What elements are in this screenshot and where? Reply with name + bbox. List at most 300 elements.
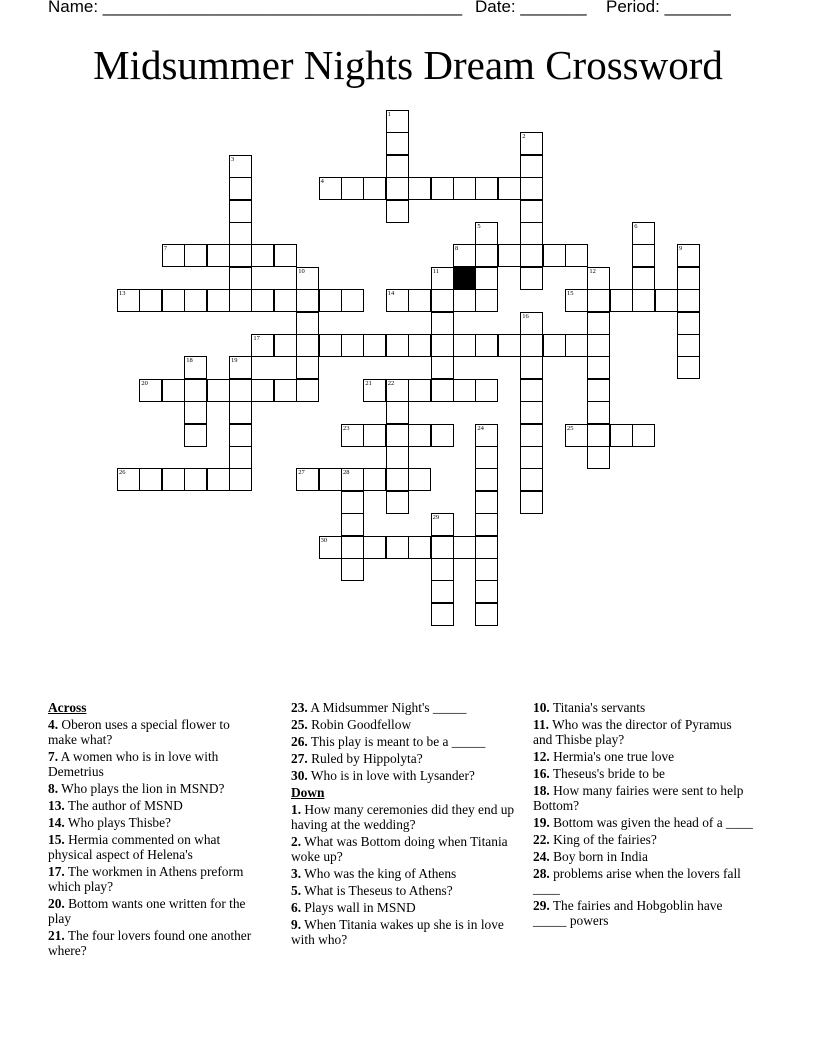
- crossword-cell[interactable]: [520, 356, 543, 379]
- crossword-cell[interactable]: [632, 424, 655, 447]
- crossword-cell[interactable]: [453, 244, 476, 267]
- grid-clue-number: 28: [343, 469, 350, 477]
- clue-item: [291, 900, 516, 915]
- crossword-cell[interactable]: [386, 424, 409, 447]
- clue-number: 9.: [291, 917, 302, 932]
- crossword-cell[interactable]: [207, 244, 230, 267]
- crossword-cell[interactable]: [520, 222, 543, 245]
- crossword-cell[interactable]: [296, 289, 319, 312]
- grid-clue-number: 16: [522, 312, 529, 320]
- clue-text: Who was the king of Athens: [301, 866, 457, 881]
- clue-item: [291, 768, 516, 783]
- clue-item: [533, 749, 753, 764]
- crossword-cell[interactable]: [587, 312, 610, 335]
- crossword-cell[interactable]: [475, 289, 498, 312]
- clue-item: [291, 883, 516, 898]
- clue-number: 26.: [291, 734, 308, 749]
- crossword-cell[interactable]: [274, 379, 297, 402]
- crossword-cell[interactable]: [229, 356, 252, 379]
- crossword-cell[interactable]: [655, 289, 678, 312]
- crossword-cell[interactable]: [363, 379, 386, 402]
- crossword-cell[interactable]: [341, 424, 364, 447]
- crossword-cell[interactable]: [386, 200, 409, 223]
- clue-number: 13.: [48, 798, 65, 813]
- clue-item: [48, 896, 258, 926]
- crossword-cell[interactable]: [677, 312, 700, 335]
- clue-text: This play is meant to be a _____: [307, 734, 486, 749]
- crossword-cell[interactable]: [431, 312, 454, 335]
- clue-item: [291, 802, 516, 832]
- page-title: Midsummer Nights Dream Crossword: [93, 42, 723, 88]
- crossword-cell[interactable]: [184, 468, 207, 491]
- grid-clue-number: 2: [522, 133, 526, 141]
- grid-clue-number: 26: [119, 469, 126, 477]
- crossword-cell[interactable]: [229, 200, 252, 223]
- date-field[interactable]: Date: _______: [475, 0, 587, 16]
- clue-item: [291, 917, 516, 947]
- crossword-cell[interactable]: [319, 289, 342, 312]
- crossword-cell[interactable]: [520, 491, 543, 514]
- clue-number: 22.: [533, 832, 550, 847]
- crossword-cell[interactable]: [363, 424, 386, 447]
- crossword-cell[interactable]: [543, 334, 566, 357]
- crossword-cell[interactable]: [610, 424, 633, 447]
- clue-number: 23.: [291, 700, 308, 715]
- crossword-cell[interactable]: [520, 424, 543, 447]
- crossword-cell[interactable]: [587, 424, 610, 447]
- crossword-cell[interactable]: [184, 401, 207, 424]
- crossword-cell[interactable]: [341, 491, 364, 514]
- crossword-cell[interactable]: [408, 334, 431, 357]
- grid-clue-number: 11: [432, 267, 439, 275]
- crossword-cell[interactable]: [229, 267, 252, 290]
- crossword-cell[interactable]: [431, 580, 454, 603]
- crossword-cell[interactable]: [610, 289, 633, 312]
- clue-item: [291, 751, 516, 766]
- clue-text: Who plays the lion in MSND?: [58, 781, 225, 796]
- crossword-cell[interactable]: [475, 603, 498, 626]
- clue-text: Who plays Thisbe?: [64, 815, 171, 830]
- crossword-cell[interactable]: [498, 244, 521, 267]
- crossword-cell[interactable]: [229, 177, 252, 200]
- crossword-cell[interactable]: [341, 558, 364, 581]
- clue-item: [48, 749, 258, 779]
- grid-clue-number: 18: [186, 357, 193, 365]
- grid-clue-number: 4: [320, 178, 324, 186]
- crossword-cell[interactable]: [162, 379, 185, 402]
- clue-item: [48, 832, 258, 862]
- clue-text: King of the fairies?: [549, 832, 657, 847]
- crossword-cell[interactable]: [543, 244, 566, 267]
- clue-number: 15.: [48, 832, 65, 847]
- name-field[interactable]: Name: ______________________________________: [48, 0, 463, 16]
- clue-number: 27.: [291, 751, 308, 766]
- crossword-cell[interactable]: [341, 334, 364, 357]
- crossword-cell[interactable]: [453, 334, 476, 357]
- grid-clue-number: 13: [119, 290, 126, 298]
- crossword-cell[interactable]: [386, 401, 409, 424]
- crossword-cell[interactable]: [184, 424, 207, 447]
- crossword-cell[interactable]: [520, 334, 543, 357]
- crossword-cell[interactable]: [229, 446, 252, 469]
- clues-column-3: [533, 700, 753, 930]
- crossword-cell[interactable]: [632, 267, 655, 290]
- crossword-cell[interactable]: [431, 536, 454, 559]
- crossword-cell[interactable]: [296, 468, 319, 491]
- clues-column-2: [291, 700, 516, 949]
- crossword-cell[interactable]: [587, 334, 610, 357]
- crossword-cell[interactable]: [229, 401, 252, 424]
- crossword-cell[interactable]: [296, 334, 319, 357]
- clue-number: 8.: [48, 781, 59, 796]
- clue-item: [533, 898, 753, 928]
- crossword-cell[interactable]: [520, 379, 543, 402]
- crossword-cell[interactable]: [408, 424, 431, 447]
- clues-column-1: [48, 700, 258, 960]
- crossword-cell[interactable]: [520, 244, 543, 267]
- crossword-cell[interactable]: [475, 267, 498, 290]
- crossword-cell[interactable]: [386, 334, 409, 357]
- crossword-cell[interactable]: [408, 379, 431, 402]
- clue-item: [291, 866, 516, 881]
- grid-clue-number: 20: [141, 379, 148, 387]
- grid-clue-number: 17: [253, 335, 260, 342]
- crossword-cell[interactable]: [520, 401, 543, 424]
- crossword-cell[interactable]: [184, 244, 207, 267]
- black-square: [453, 267, 476, 290]
- clue-text: Titania's servants: [549, 700, 646, 715]
- clue-text: Oberon uses a special flower to make what?: [48, 717, 230, 747]
- crossword-cell[interactable]: [498, 177, 521, 200]
- crossword-cell[interactable]: [296, 379, 319, 402]
- crossword-cell[interactable]: [475, 580, 498, 603]
- clue-item: [291, 717, 516, 732]
- crossword-cell[interactable]: [677, 244, 700, 267]
- clue-number: 14.: [48, 815, 65, 830]
- clue-text: Who was the director of Pyramus and Thisbe play?: [533, 717, 732, 747]
- crossword-cell[interactable]: [386, 379, 409, 402]
- grid-clue-number: 12: [589, 267, 596, 275]
- clue-number: 12.: [533, 749, 550, 764]
- crossword-cell[interactable]: [587, 289, 610, 312]
- clue-text: Ruled by Hippolyta?: [307, 751, 423, 766]
- crossword-cell[interactable]: [363, 468, 386, 491]
- clue-number: 21.: [48, 928, 65, 943]
- crossword-cell[interactable]: [319, 468, 342, 491]
- crossword-cell[interactable]: [229, 222, 252, 245]
- crossword-cell[interactable]: [565, 424, 588, 447]
- clue-number: 1.: [291, 802, 302, 817]
- crossword-cell[interactable]: [475, 491, 498, 514]
- crossword-cell[interactable]: [453, 289, 476, 312]
- crossword-cell[interactable]: [207, 289, 230, 312]
- clue-number: 19.: [533, 815, 550, 830]
- grid-clue-number: 5: [477, 223, 481, 230]
- crossword-cell[interactable]: [431, 356, 454, 379]
- clue-item: [48, 798, 258, 813]
- crossword-cell[interactable]: [475, 558, 498, 581]
- crossword-cell[interactable]: [162, 289, 185, 312]
- crossword-cell[interactable]: [520, 267, 543, 290]
- clue-number: 20.: [48, 896, 65, 911]
- clue-item: [533, 783, 753, 813]
- clue-item: [533, 866, 753, 896]
- grid-clue-number: 10: [298, 267, 305, 275]
- clue-number: 7.: [48, 749, 59, 764]
- clue-text: Who is in love with Lysander?: [307, 768, 475, 783]
- clue-number: 11.: [533, 717, 549, 732]
- crossword-cell[interactable]: [319, 334, 342, 357]
- crossword-cell[interactable]: [587, 356, 610, 379]
- clue-text: Plays wall in MSND: [301, 900, 416, 915]
- crossword-cell[interactable]: [475, 424, 498, 447]
- crossword-cell[interactable]: [139, 289, 162, 312]
- crossword-cell[interactable]: [341, 536, 364, 559]
- crossword-cell[interactable]: [587, 379, 610, 402]
- crossword-cell[interactable]: [632, 289, 655, 312]
- crossword-cell[interactable]: [251, 289, 274, 312]
- crossword-cell[interactable]: [229, 468, 252, 491]
- grid-clue-number: 21: [365, 379, 372, 387]
- crossword-cell[interactable]: [677, 356, 700, 379]
- crossword-cell[interactable]: [229, 289, 252, 312]
- grid-clue-number: 23: [343, 424, 350, 432]
- crossword-cell[interactable]: [319, 177, 342, 200]
- crossword-cell[interactable]: [431, 177, 454, 200]
- crossword-cell[interactable]: [341, 289, 364, 312]
- crossword-cell[interactable]: [431, 334, 454, 357]
- grid-clue-number: 27: [298, 469, 305, 477]
- crossword-cell[interactable]: [386, 177, 409, 200]
- clue-number: 3.: [291, 866, 302, 881]
- crossword-cell[interactable]: [408, 468, 431, 491]
- crossword-cell[interactable]: [274, 244, 297, 267]
- crossword-cell[interactable]: [520, 468, 543, 491]
- crossword-cell[interactable]: [520, 312, 543, 335]
- clue-text: What is Theseus to Athens?: [301, 883, 453, 898]
- crossword-cell[interactable]: [475, 177, 498, 200]
- crossword-cell[interactable]: [386, 289, 409, 312]
- crossword-cell[interactable]: [229, 424, 252, 447]
- crossword-cell[interactable]: [408, 289, 431, 312]
- clue-text: Bottom wants one written for the play: [48, 896, 246, 926]
- crossword-cell[interactable]: [475, 446, 498, 469]
- crossword-cell[interactable]: [274, 289, 297, 312]
- crossword-cell[interactable]: [229, 379, 252, 402]
- crossword-cell[interactable]: [296, 356, 319, 379]
- crossword-cell[interactable]: [139, 468, 162, 491]
- clue-number: 16.: [533, 766, 550, 781]
- crossword-cell[interactable]: [677, 267, 700, 290]
- crossword-cell[interactable]: [162, 244, 185, 267]
- crossword-cell[interactable]: [408, 177, 431, 200]
- clue-text: The author of MSND: [64, 798, 183, 813]
- clue-number: 28.: [533, 866, 550, 881]
- crossword-cell[interactable]: [139, 379, 162, 402]
- clue-text: Robin Goodfellow: [307, 717, 412, 732]
- clue-item: [48, 815, 258, 830]
- crossword-cell[interactable]: [319, 536, 342, 559]
- crossword-cell[interactable]: [453, 379, 476, 402]
- clue-text: Hermia commented on what physical aspect of Helena's: [48, 832, 221, 862]
- grid-clue-number: 6: [634, 223, 638, 230]
- clue-text: The four lovers found one another where?: [48, 928, 252, 958]
- crossword-cell[interactable]: [251, 379, 274, 402]
- clue-item: [291, 700, 516, 715]
- clue-number: 2.: [291, 834, 302, 849]
- crossword-cell[interactable]: [363, 334, 386, 357]
- grid-clue-number: 15: [567, 290, 574, 298]
- grid-clue-number: 25: [567, 424, 574, 432]
- crossword-cell[interactable]: [453, 536, 476, 559]
- crossword-cell[interactable]: [184, 379, 207, 402]
- clue-item: [533, 849, 753, 864]
- crossword-cell[interactable]: [184, 289, 207, 312]
- crossword-cell[interactable]: [207, 468, 230, 491]
- down-heading: Down: [291, 785, 325, 800]
- crossword-cell[interactable]: [341, 513, 364, 536]
- clue-number: 5.: [291, 883, 302, 898]
- grid-clue-number: 7: [163, 245, 168, 253]
- crossword-cell[interactable]: [386, 132, 409, 155]
- clue-item: [48, 928, 258, 958]
- grid-clue-number: 1: [387, 111, 392, 118]
- crossword-cell[interactable]: [431, 513, 454, 536]
- grid-clue-number: 14: [387, 290, 395, 298]
- crossword-cell[interactable]: [475, 379, 498, 402]
- crossword-cell[interactable]: [431, 267, 454, 290]
- crossword-cell[interactable]: [475, 334, 498, 357]
- clue-item: [291, 834, 516, 864]
- crossword-cell[interactable]: [475, 513, 498, 536]
- clue-item: [291, 734, 516, 749]
- grid-clue-number: 22: [387, 379, 395, 387]
- crossword-cell[interactable]: [677, 334, 700, 357]
- clue-number: 24.: [533, 849, 550, 864]
- crossword-cell[interactable]: [363, 536, 386, 559]
- clue-item: [533, 832, 753, 847]
- clue-text: Boy born in India: [549, 849, 648, 864]
- crossword-cell[interactable]: [363, 177, 386, 200]
- crossword-cell[interactable]: [274, 334, 297, 357]
- crossword-cell[interactable]: [386, 446, 409, 469]
- crossword-cell[interactable]: [386, 536, 409, 559]
- crossword-cell[interactable]: [565, 244, 588, 267]
- clue-item: [48, 781, 258, 796]
- crossword-cell[interactable]: [207, 379, 230, 402]
- crossword-cell[interactable]: [475, 222, 498, 245]
- crossword-cell[interactable]: [341, 468, 364, 491]
- crossword-cell[interactable]: [386, 468, 409, 491]
- grid-clue-number: 29: [432, 514, 440, 522]
- clue-number: 6.: [291, 900, 302, 915]
- grid-clue-number: 8: [455, 245, 459, 253]
- clue-text: Hermia's one true love: [549, 749, 675, 764]
- clue-number: 29.: [533, 898, 550, 913]
- crossword-cell[interactable]: [520, 132, 543, 155]
- crossword-cell[interactable]: [251, 244, 274, 267]
- crossword-cell[interactable]: [520, 155, 543, 178]
- crossword-cell[interactable]: [565, 289, 588, 312]
- crossword-cell[interactable]: [475, 244, 498, 267]
- clue-text: Bottom was given the head of a ____: [549, 815, 753, 830]
- crossword-cell[interactable]: [296, 312, 319, 335]
- crossword-cell[interactable]: [162, 468, 185, 491]
- crossword-cell[interactable]: [229, 155, 252, 178]
- grid-clue-number: 9: [679, 245, 683, 253]
- crossword-cell[interactable]: [341, 177, 364, 200]
- crossword-cell[interactable]: [117, 468, 140, 491]
- crossword-cell[interactable]: [632, 222, 655, 245]
- grid-clue-number: 24: [477, 424, 484, 432]
- crossword-cell[interactable]: [296, 267, 319, 290]
- crossword-cell[interactable]: [229, 244, 252, 267]
- crossword-cell[interactable]: [431, 603, 454, 626]
- crossword-cell[interactable]: [251, 334, 274, 357]
- crossword-cell[interactable]: [498, 334, 521, 357]
- grid-clue-number: 19: [231, 357, 238, 365]
- clue-text: problems arise when the lovers fall ____: [533, 866, 741, 896]
- clue-item: [533, 717, 753, 747]
- clue-text: Theseus's bride to be: [549, 766, 665, 781]
- crossword-cell[interactable]: [184, 356, 207, 379]
- crossword-cell[interactable]: [520, 177, 543, 200]
- clue-number: 25.: [291, 717, 308, 732]
- crossword-cell[interactable]: [475, 468, 498, 491]
- crossword-cell[interactable]: [431, 558, 454, 581]
- clue-number: 4.: [48, 717, 59, 732]
- crossword-cell[interactable]: [431, 424, 454, 447]
- clue-text: How many fairies were sent to help Bottom?: [533, 783, 744, 813]
- crossword-cell[interactable]: [408, 536, 431, 559]
- crossword-cell[interactable]: [386, 155, 409, 178]
- crossword-cell[interactable]: [520, 446, 543, 469]
- crossword-cell[interactable]: [587, 446, 610, 469]
- crossword-cell[interactable]: [431, 289, 454, 312]
- period-field[interactable]: Period: _______: [606, 0, 731, 16]
- crossword-cell[interactable]: [520, 200, 543, 223]
- crossword-cell[interactable]: [117, 289, 140, 312]
- crossword-cell[interactable]: [587, 401, 610, 424]
- clue-number: 17.: [48, 864, 65, 879]
- clue-text: A Midsummer Night's _____: [307, 700, 467, 715]
- crossword-cell[interactable]: [587, 267, 610, 290]
- clue-number: 18.: [533, 783, 550, 798]
- clue-number: 30.: [291, 768, 308, 783]
- clue-text: How many ceremonies did they end up having at the wedding?: [291, 802, 515, 832]
- clue-item: [48, 717, 258, 747]
- crossword-cell[interactable]: [431, 379, 454, 402]
- crossword-cell[interactable]: [677, 289, 700, 312]
- clue-text: What was Bottom doing when Titania woke up?: [291, 834, 508, 864]
- crossword-cell[interactable]: [386, 110, 409, 133]
- crossword-cell[interactable]: [632, 244, 655, 267]
- crossword-cell[interactable]: [475, 536, 498, 559]
- clue-text: The fairies and Hobgoblin have _____ powers: [533, 898, 723, 928]
- clue-item: [48, 864, 258, 894]
- crossword-cell[interactable]: [386, 491, 409, 514]
- clue-text: When Titania wakes up she is in love with who?: [291, 917, 504, 947]
- grid-clue-number: 3: [231, 155, 235, 163]
- clue-text: The workmen in Athens preform which play?: [48, 864, 244, 894]
- crossword-cell[interactable]: [565, 334, 588, 357]
- crossword-cell[interactable]: [453, 177, 476, 200]
- grid-clue-number: 30: [320, 536, 328, 544]
- clue-number: 10.: [533, 700, 550, 715]
- clue-item: [533, 700, 753, 715]
- across-heading: Across: [48, 700, 87, 715]
- clue-item: [533, 766, 753, 781]
